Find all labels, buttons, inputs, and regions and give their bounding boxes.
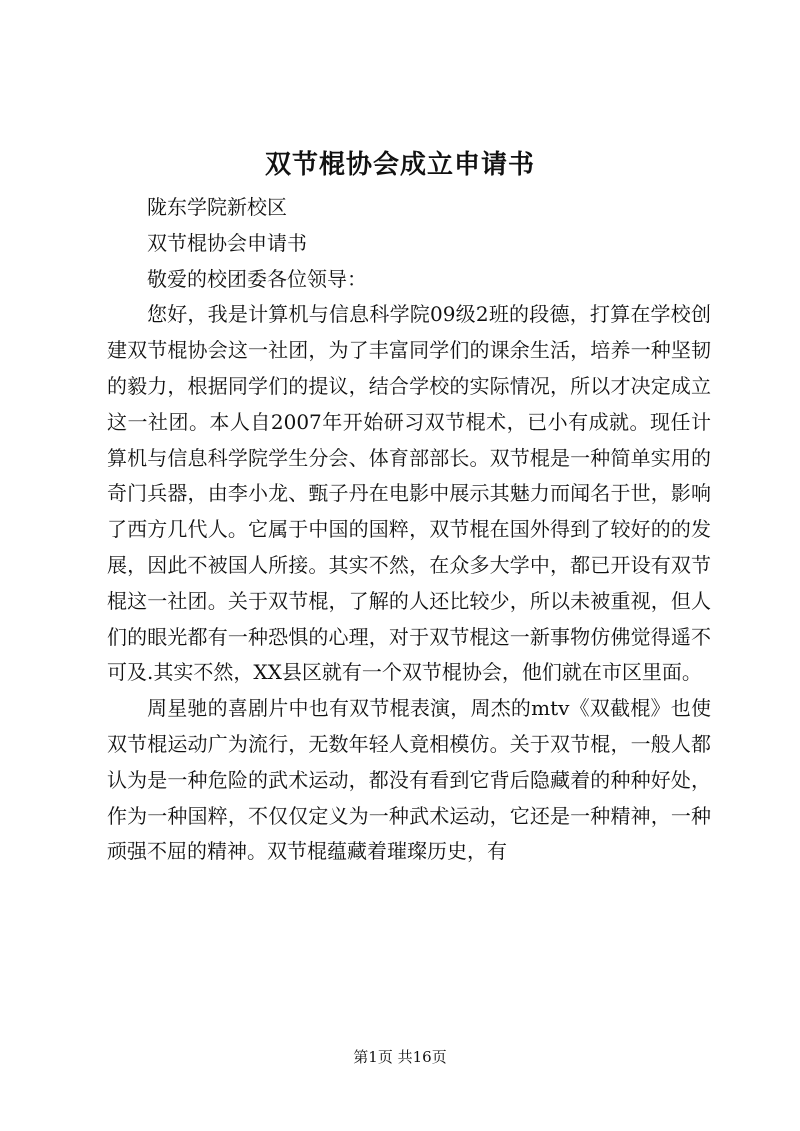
document-title: 双节棍协会成立申请书: [264, 150, 535, 180]
document-body: [107, 190, 711, 870]
subject-line: 双节棍协会申请书: [147, 230, 307, 255]
page-number: 第1页 共16页: [353, 1048, 447, 1066]
salutation: 敬爱的校团委各位领导：: [147, 266, 367, 291]
body-paragraph: 您好，我是计算机与信息科学院09级2班的段德，打算在学校创建双节棍协会这一社团，为了丰富同学们的课余生活，培养一种坚韧的毅力，根据同学们的提议，结合学校的实际情况，所以才决定成立这一社团。本人自2007年开始研习双节棍术，已小有成就。现任计算机与信息科学院学生分会、体育部部长。双节棍是一种简单实用的奇门兵器，由李小龙、甄子丹在电影中展示其魅力而闻名于世，影响了西方几代人。它属于中国的国粹，双节棍在国外得到了较好的的发展，因此不被国人所接。其实不然，在众多大学中，都已开设有双节棍这一社团。关于双节棍，了解的人还比较少，所以未被重视，但人们的眼光都有一种恐惧的心理，对于双节棍这一新事物仿佛觉得遥不可及.其实不然，XX县区就有一个双节棍协会，他们就在市区里面。: [107, 302, 711, 685]
recipient-line: 陇东学院新校区: [147, 195, 287, 219]
body-paragraph: 周星驰的喜剧片中也有双节棍表演，周杰的mtv《双截棍》也使双节棍运动广为流行，无数年轻人竟相模仿。关于双节棍，一般人都认为是一种危险的武术运动，都没有看到它背后隐藏着的种种好处，作为一种国粹，不仅仅定义为一种武术运动，它还是一种精神，一种顽强不屈的精神。双节棍蕴藏着璀璨历史，有: [107, 696, 711, 864]
